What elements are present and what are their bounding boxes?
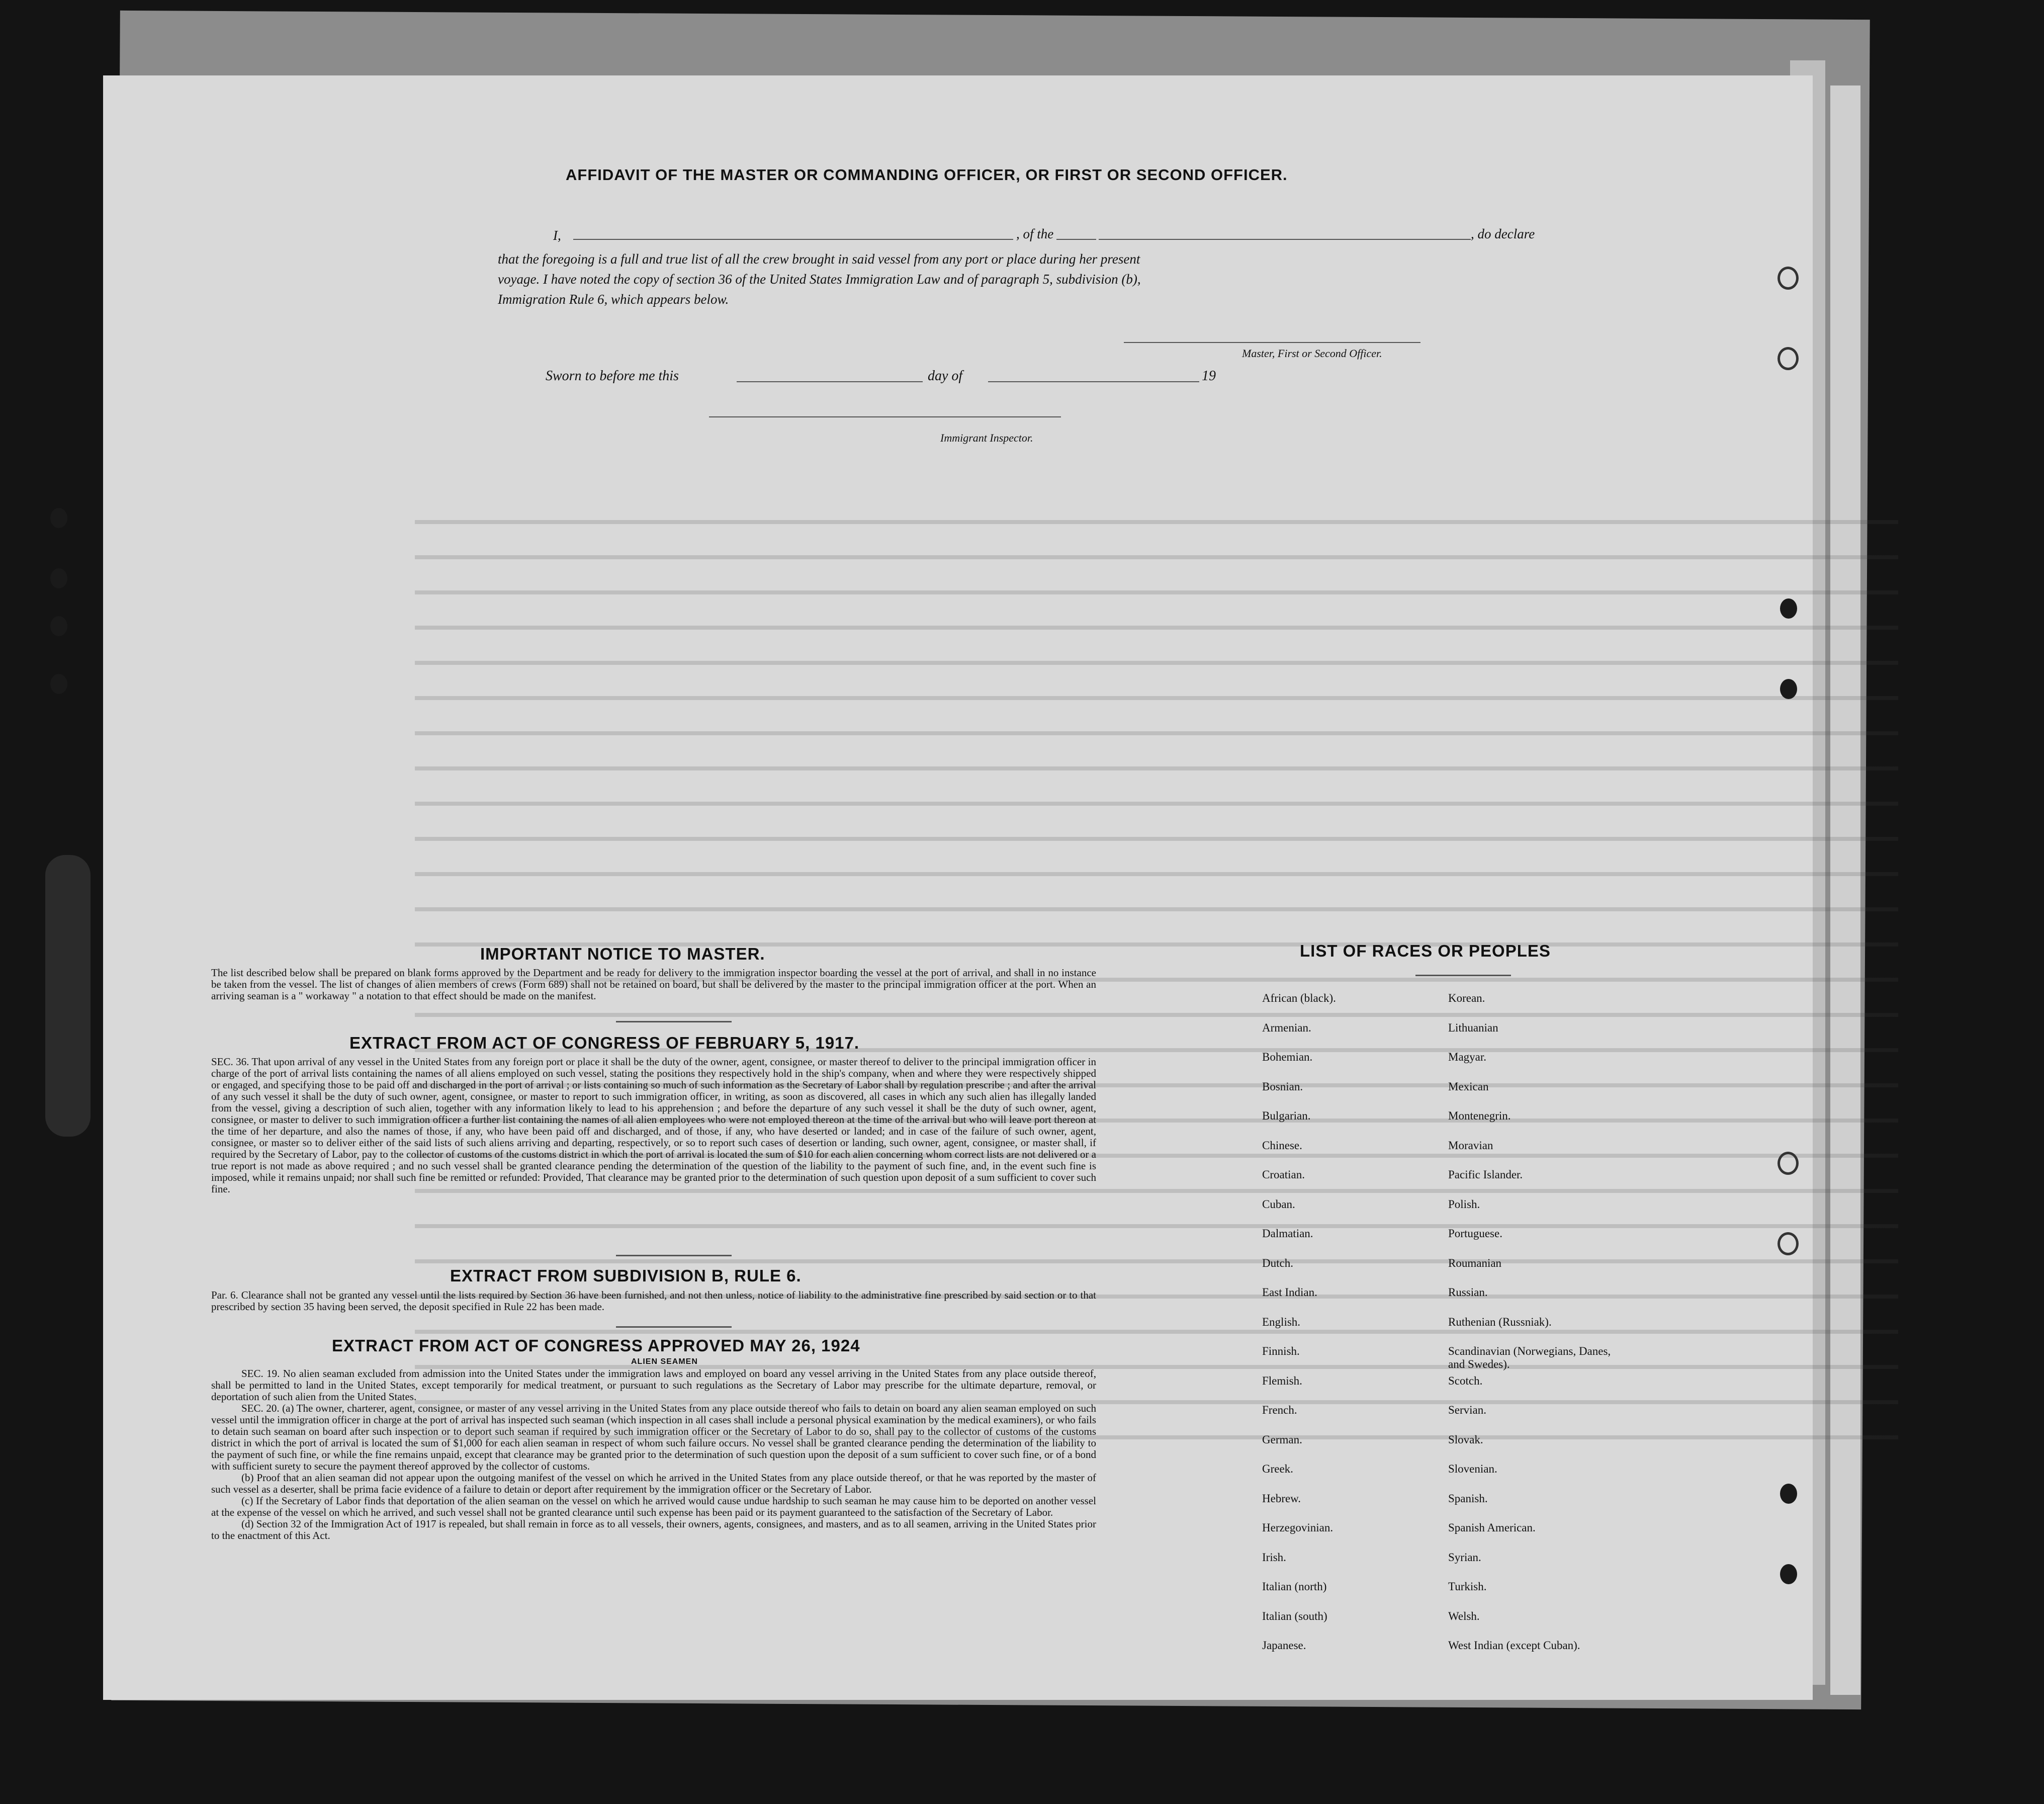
punch-hole [50,508,67,528]
punch-hole [1778,1232,1799,1255]
form-page [103,75,1813,1700]
race-item: Portuguese. [1448,1227,1502,1240]
affidavit-line-1: that the foregoing is a full and true list of all the crew brought in said vessel from any port or place during her present [498,251,1140,267]
punch-hole [1778,267,1799,290]
punch-hole [1778,1152,1799,1175]
races-left-column [1262,992,1428,1669]
year-label: 19 [1202,368,1216,384]
race-item: Dutch. [1262,1256,1293,1269]
race-item: Montenegrin. [1448,1109,1511,1122]
race-item: Italian (south) [1262,1609,1327,1622]
race-item: Italian (north) [1262,1580,1327,1593]
race-item: Japanese. [1262,1639,1306,1652]
race-item: Spanish American. [1448,1521,1536,1534]
race-item: East Indian. [1262,1286,1317,1299]
affidavit-title: AFFIDAVIT OF THE MASTER OR COMMANDING OFFICER, OR FIRST OR SECOND OFFICER. [566,166,1288,184]
divider [616,1021,732,1022]
race-item: African (black). [1262,992,1336,1004]
race-item: Mexican [1448,1080,1489,1093]
month-blank[interactable] [988,381,1199,382]
inspector-signature-blank[interactable] [709,416,1061,417]
race-item: Turkish. [1448,1580,1487,1593]
race-item: Magyar. [1448,1051,1487,1063]
divider [1415,975,1511,976]
race-item: Chinese. [1262,1139,1302,1152]
race-item: Hebrew. [1262,1492,1301,1505]
race-item: Korean. [1448,992,1485,1004]
extract-1924-subtitle: ALIEN SEAMEN [631,1357,698,1366]
race-item: Welsh. [1448,1609,1480,1622]
race-item: Pacific Islander. [1448,1168,1523,1181]
race-item: Cuban. [1262,1197,1295,1211]
race-item: Roumanian [1448,1256,1502,1269]
notice-title: IMPORTANT NOTICE TO MASTER. [480,944,765,963]
race-item: Scotch. [1448,1374,1483,1387]
binding-ribbon [45,855,91,1137]
race-item: Lithuanian [1448,1021,1498,1034]
sec20c-paragraph: (c) If the Secretary of Labor finds that deportation of the alien seaman on the vessel on which he arrived would cause undue hardship to such seaman he may cause him to be deported on another vessel at the expense of the vessel on which he arrived, and such vessel shall not be granted clearance until such expense has been paid or its payment guaranteed to the satisfaction of the Secretary of Labor. [211,1495,1096,1518]
race-item: Dalmatian. [1262,1227,1313,1240]
race-item: Finnish. [1262,1345,1300,1357]
affidavit-line-3: Immigration Rule 6, which appears below. [498,292,729,307]
extract-1917-text: SEC. 36. That upon arrival of any vessel in the United States from any foreign port or place it shall be the duty of the owner, agent, consignee, or master thereof to deliver to the principal immigration officer in charge of the port of arrival lists containing the names of all aliens employed on such vessel, stating the positions they respectively hold in the ship's company, when and where they were respectively shipped or engaged, and specifying those to be paid off and discharged in the port of arrival ; or lists containing so much of such information as the Secretary of Labor shall by regulation prescribe ; and after the arrival of any such vessel it shall be the duty of such owner, agent, consignee, or master to report to such immigration officer, in writing, as soon as discovered, all cases in which any such alien has illegally landed from the vessel, giving a description of such alien, together with any information likely to lead to his apprehension ; and before the departure of any such vessel it shall be the duty of such owner, agent, consignee, or master to deliver to such immigration officer a further list containing the names of all alien employees who were not employed thereon at the time of the arrival but who will leave port thereon at the time of her departure, and also the names of those, if any, who have been paid off and discharged, and of those, if any, who have deserted or landed; and in case of the failure of such owner, agent, consignee, or master so to deliver either of the said lists of such aliens arriving and departing, respectively, or so to report such cases of desertion or landing, such owner, agent, consignee, or master shall, if required by the Secretary of Labor, pay to the collector of customs of the customs district in which the port of arrival is located the sum of $10 for each alien concerning whom correct lists are not delivered or a true report is not made as above required ; and no such vessel shall be granted clearance pending the determination of the question of the liability to the payment of such fine, and, in the event such fine is imposed, while it remains unpaid; nor shall such fine be remitted or refunded: Provided, That clearance may be granted prior to the determination of such question upon deposit of a sum sufficient to cover such fine. [211,1056,1096,1195]
extract-1924-title: EXTRACT FROM ACT OF CONGRESS APPROVED MAY 26, 1924 [332,1336,860,1355]
divider [616,1326,732,1328]
race-item: Syrian. [1448,1551,1481,1564]
punch-hole [1780,598,1797,619]
rule6-title: EXTRACT FROM SUBDIVISION B, RULE 6. [450,1266,802,1285]
punch-hole [1780,679,1797,699]
race-item: German. [1262,1433,1302,1446]
punch-hole [50,568,67,588]
sec19-paragraph: SEC. 19. No alien seaman excluded from admission into the United States under the immigration laws and employed on board any vessel arriving in the United States from any place outside thereof, shall be permitted to land in the United States, except temporarily for medical treatment, or pursuant to such regulations as the Secretary of Labor may prescribe for the ultimate departure, removal, or deportation of such alien from the United States. [211,1367,1096,1403]
race-item: English. [1262,1315,1301,1328]
race-item: Greek. [1262,1463,1293,1475]
race-item: West Indian (except Cuban). [1448,1639,1580,1652]
race-item: Russian. [1448,1286,1488,1299]
punch-hole [1780,1484,1797,1504]
race-item: Slovak. [1448,1433,1483,1446]
race-item: Irish. [1262,1551,1286,1564]
of-the-label: , of the [1013,226,1056,242]
races-right-column [1448,992,1659,1669]
race-item: Slovenian. [1448,1463,1497,1475]
race-item: Spanish. [1448,1492,1488,1505]
race-item: Flemish. [1262,1374,1302,1387]
extract-1924-body [211,1368,1096,1541]
master-label: Master, First or Second Officer. [1242,347,1382,360]
rule6-text: Par. 6. Clearance shall not be granted any vessel until the lists required by Section 36 have been furnished, and not then unless, notice of liability to the administrative fine prescribed by said section or to that prescribed by section 35 having been served, the deposit specified in Rule 22 has been made. [211,1289,1096,1313]
punch-hole [1778,347,1799,370]
affidavit-line-2: voyage. I have noted the copy of section 36 of the United States Immigration Law and of paragraph 5, subdivision (b), [498,272,1141,287]
race-item: Ruthenian (Russniak). [1448,1315,1552,1328]
race-item: Moravian [1448,1139,1493,1152]
race-item: Herzegovinian. [1262,1521,1334,1534]
race-item: Bohemian. [1262,1051,1313,1063]
race-item: French. [1262,1404,1297,1416]
vessel-blank[interactable] [1099,239,1471,240]
inspector-label: Immigrant Inspector. [940,432,1033,444]
master-signature-blank[interactable] [1124,342,1420,343]
race-item: Armenian. [1262,1021,1311,1034]
divider [616,1255,732,1256]
sec20a-paragraph: SEC. 20. (a) The owner, charterer, agent, consignee, or master of any vessel arriving in the United States from any place outside thereof who fails to detain on board any alien seaman employed on such vessel until the immigration officer in charge at the port of arrival has inspected such seaman (which inspection in all cases shall include a personal physical examination by the medical examiners), or who fails to detain such seaman on board after such inspection or to deport such seaman if required by such immigration officer or the Secretary of Labor to do so, shall pay to the collector of customs of the customs district in which the port of arrival is located the sum of $1,000 for each alien seaman in respect of whom such failure occurs. No vessel shall be granted clearance pending the determination of the liability to the payment of such fine, or while the fine remains unpaid, except that clearance may be granted prior to the determination of such question upon the deposit of a sum sufficient to cover such fine, or of a bond with sufficient surety to secure the payment thereof approved by the collector of customs. [211,1402,1096,1472]
races-title: LIST OF RACES OR PEOPLES [1300,941,1551,960]
punch-hole [50,674,67,694]
affidavit-i-label: I, [553,228,561,243]
day-blank[interactable] [737,381,923,382]
sec20b-paragraph: (b) Proof that an alien seaman did not appear upon the outgoing manifest of the vessel on which he arrived in the United States from any place outside thereof, or that he was reported by the master of such vessel as a deserter, shall be prima facie evidence of a failure to detain or deport after requirement by the immigration officer or the Secretary of Labor. [211,1472,1096,1495]
day-of-label: day of [928,368,963,384]
punch-hole [1780,1564,1797,1584]
race-item: Servian. [1448,1404,1487,1416]
race-item: Bosnian. [1262,1080,1303,1093]
extract-1917-title: EXTRACT FROM ACT OF CONGRESS OF FEBRUARY 5, 1917. [349,1034,860,1052]
race-item: Scandinavian (Norwegians, Danes, and Swedes). [1448,1345,1611,1370]
do-declare-label: , do declare [1471,226,1535,241]
punch-hole [50,616,67,636]
sworn-label: Sworn to before me this [546,368,679,384]
notice-text: The list described below shall be prepared on blank forms approved by the Department and be ready for delivery to the immigration inspector boarding the vessel at the port of arrival, and shall in no instance be taken from the vessel. The list of changes of alien members of crews (Form 689) shall not be retained on board, but shall be delivered by the master to the principal immigration officer at the port. When an arriving seaman is a " workaway " a notation to that effect should be made on the manifest. [211,967,1096,1002]
sec20d-paragraph: (d) Section 32 of the Immigration Act of 1917 is repealed, but shall remain in force as to all vessels, their owners, agents, consignees, and masters, and as to all seamen, arriving in the United States prior to the enactment of this Act. [211,1518,1096,1541]
race-item: Bulgarian. [1262,1109,1311,1122]
race-item: Croatian. [1262,1168,1305,1181]
race-item: Polish. [1448,1197,1480,1211]
